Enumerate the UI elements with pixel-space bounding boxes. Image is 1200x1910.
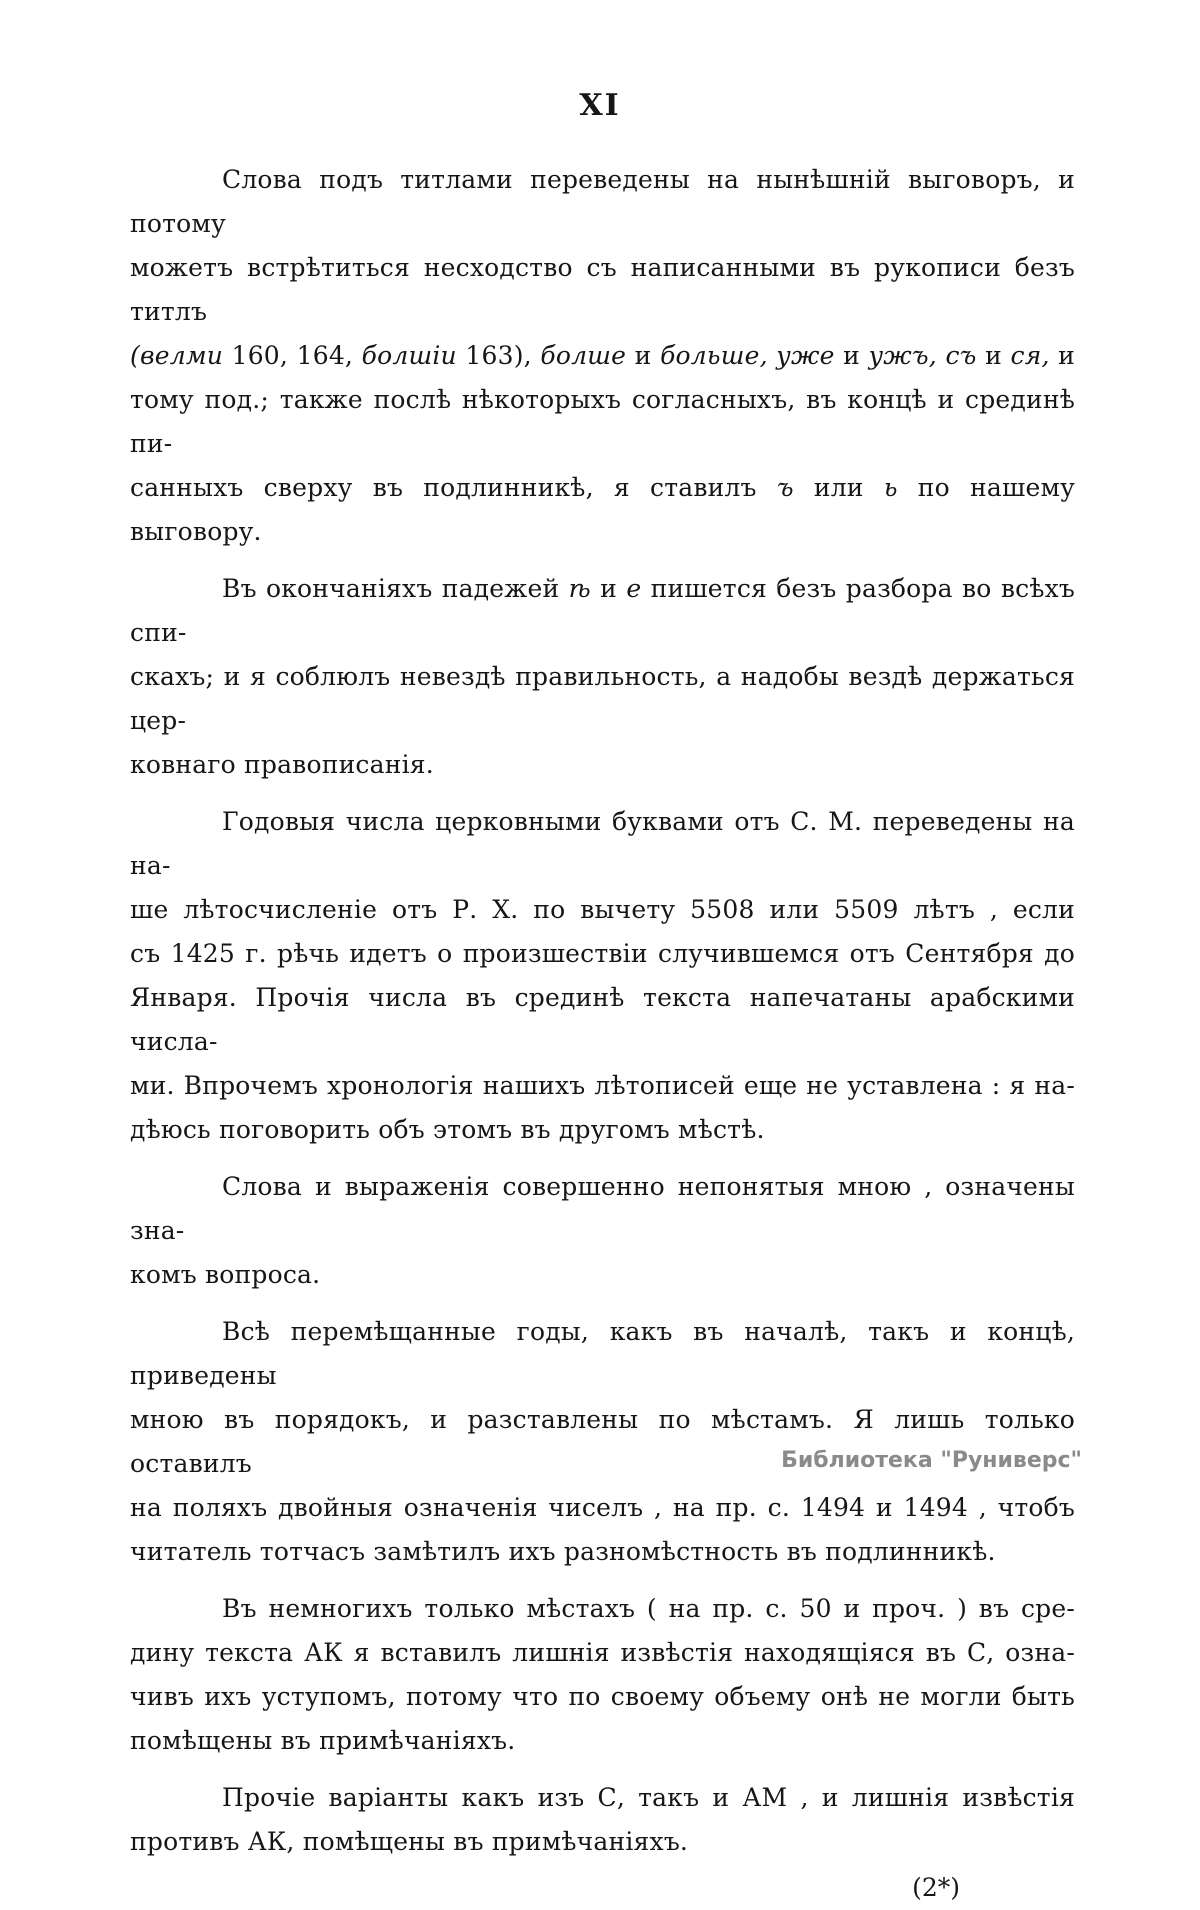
text-segment: дѣюсь поговорить объ этомъ въ другомъ мѣстѣ. — [130, 1115, 765, 1144]
text-segment: Слова и выраженія совершенно непонятыя мною , означены зна- — [130, 1172, 1075, 1245]
paragraph — [130, 567, 1075, 787]
text-line — [130, 743, 1075, 787]
text-segment: и — [626, 341, 661, 370]
paragraph — [130, 800, 1075, 1152]
text-segment: мною въ порядокъ, и разставлены по мѣстамъ. Я лишь только оставилъ — [130, 1405, 1075, 1478]
text-segment: по нашему выговору. — [130, 473, 1075, 546]
text-segment: читатель тотчасъ замѣтилъ ихъ разномѣстность въ подлинникѣ. — [130, 1537, 996, 1566]
text-line — [130, 1530, 1075, 1574]
italic-text-segment: болшіи — [361, 341, 457, 370]
text-line — [130, 1820, 1075, 1864]
text-line — [130, 932, 1075, 976]
italic-text-segment: ужъ, съ — [868, 341, 977, 370]
text-segment: Всѣ перемѣщанные годы, какъ въ началѣ, такъ и концѣ, приведены — [130, 1317, 1075, 1390]
text-line — [130, 1776, 1075, 1820]
text-segment: пишется безъ разбора во всѣхъ спи- — [130, 574, 1075, 647]
text-segment: съ 1425 г. рѣчь идетъ о произшествіи случившемся отъ Сентября до — [130, 939, 1075, 968]
text-body — [130, 158, 1075, 1864]
italic-text-segment: ѣ — [568, 574, 591, 603]
text-segment: помѣщены въ примѣчаніяхъ. — [130, 1726, 516, 1755]
text-line — [130, 1108, 1075, 1152]
text-segment: Прочіе варіанты какъ изъ С, такъ и АМ , и лишнія извѣстія — [222, 1783, 1075, 1812]
text-segment: комъ вопроса. — [130, 1260, 321, 1289]
italic-text-segment: е — [626, 574, 642, 603]
text-segment: санныхъ сверху въ подлинникѣ, я ставилъ — [130, 473, 777, 502]
text-line — [130, 158, 1075, 246]
text-line — [130, 334, 1075, 378]
text-segment: и — [1049, 341, 1076, 370]
text-segment: противъ АК, помѣщены въ примѣчаніяхъ. — [130, 1827, 689, 1856]
text-segment: тому под.; также послѣ нѣкоторыхъ согласныхъ, въ концѣ и срединѣ пи- — [130, 385, 1075, 458]
text-line — [130, 1719, 1075, 1763]
text-segment: дину текста АК я вставилъ лишнія извѣстія находящіяся въ С, озна- — [130, 1638, 1075, 1667]
paragraph — [130, 1310, 1075, 1574]
text-line — [130, 378, 1075, 466]
library-watermark: Библиотека "Руниверс" — [781, 1448, 1082, 1473]
text-segment: 160, 164, — [223, 341, 362, 370]
text-line — [130, 466, 1075, 554]
paragraph — [130, 1165, 1075, 1297]
text-segment: скахъ; и я соблюлъ невездѣ правильность, а надобы вездѣ держаться цер- — [130, 662, 1075, 735]
text-line — [130, 976, 1075, 1064]
text-line — [130, 246, 1075, 334]
text-segment: Въ немногихъ только мѣстахъ ( на пр. с. 50 и проч. ) въ сре- — [222, 1594, 1075, 1623]
text-segment: 163), — [456, 341, 541, 370]
italic-text-segment: больше, уже — [660, 341, 835, 370]
italic-text-segment: ь — [883, 473, 898, 502]
text-line — [130, 1486, 1075, 1530]
signature-mark: (2*) — [912, 1873, 960, 1902]
text-line — [130, 888, 1075, 932]
text-segment: Въ окончаніяхъ падежей — [222, 574, 569, 603]
text-line — [130, 1631, 1075, 1675]
text-line — [130, 1675, 1075, 1719]
text-segment: ми. Впрочемъ хронологія нашихъ лѣтописей еще не уставлена : я на- — [130, 1071, 1075, 1100]
text-segment: ше лѣтосчисленіе отъ Р. Х. по вычету 5508 или 5509 лѣтъ , если — [130, 895, 1075, 924]
text-line — [130, 1253, 1075, 1297]
text-segment: Годовыя числа церковными буквами отъ С. М. переведены на на- — [130, 807, 1075, 880]
italic-text-segment: (велми — [130, 341, 224, 370]
text-line — [130, 1165, 1075, 1253]
text-segment: Слова подъ титлами переведены на нынѣшній выговоръ, и потому — [130, 165, 1075, 238]
text-segment: Января. Прочія числа въ срединѣ текста напечатаны арабскими числа- — [130, 983, 1075, 1056]
paragraph — [130, 1776, 1075, 1864]
text-line — [130, 800, 1075, 888]
paragraph — [130, 1587, 1075, 1763]
text-segment: на поляхъ двойныя означенія чиселъ , на пр. с. 1494 и 1494 , чтобъ — [130, 1493, 1075, 1522]
text-segment: и — [834, 341, 869, 370]
text-segment: можетъ встрѣтиться несходство съ написанными въ рукописи безъ титлъ — [130, 253, 1075, 326]
text-segment: или — [793, 473, 884, 502]
paragraph — [130, 158, 1075, 554]
text-line — [130, 1587, 1075, 1631]
text-segment: и — [590, 574, 627, 603]
text-line — [130, 1064, 1075, 1108]
italic-text-segment: болше — [540, 341, 627, 370]
text-line — [130, 655, 1075, 743]
text-segment: ковнаго правописанія. — [130, 750, 434, 779]
text-segment: чивъ ихъ уступомъ, потому что по своему объему онѣ не могли быть — [130, 1682, 1075, 1711]
text-line — [130, 1310, 1075, 1398]
text-segment: и — [976, 341, 1011, 370]
italic-text-segment: ъ — [776, 473, 794, 502]
text-line — [130, 567, 1075, 655]
page-number-heading: XI — [579, 88, 621, 123]
italic-text-segment: ся, — [1010, 341, 1050, 370]
